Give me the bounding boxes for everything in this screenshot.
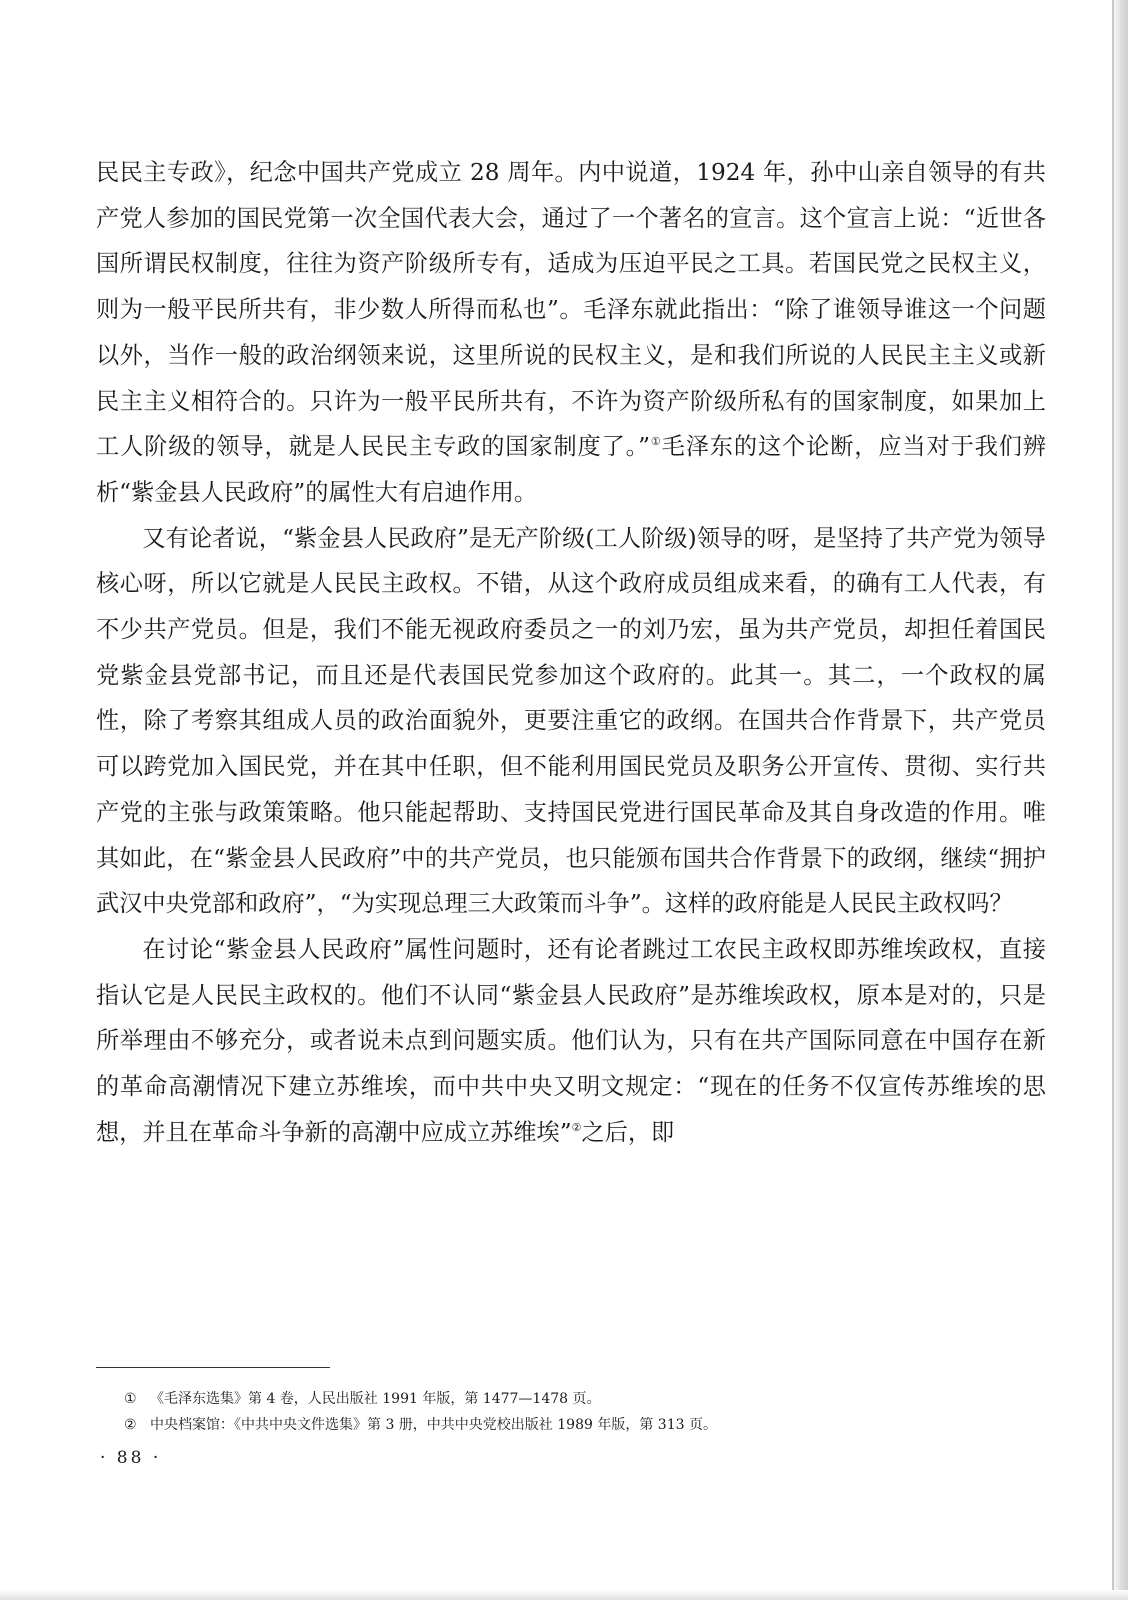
page-edge-shadow	[1114, 0, 1128, 1600]
paragraph-1	[96, 150, 1046, 516]
footnote-1-mark: ①	[124, 1391, 137, 1407]
paragraph-3-tail: 之后，即	[581, 1118, 675, 1146]
paragraph-1-text: 民民主专政》，纪念中国共产党成立 28 周年。内中说道，1924 年，孙中山亲自领导的有共产党人参加的国民党第一次全国代表大会，通过了一个著名的宣言。这个宣言上说：“近世各国所谓民权制度，往往为资产阶级所专有，适成为压迫平民之工具。若国民党之民权主义，则为一般平民所共有，非少数人所得而私也”。毛泽东就此指出：“除了谁领导谁这一个问题以外，当作一般的政治纲领来说，这里所说的民权主义，是和我们所说的人民民主主义或新民主主义相符合的。只许为一般平民所共有，不许为资产阶级所私有的国家制度，如果加上工人阶级的领导，就是人民民主专政的国家制度了。”	[96, 159, 1046, 461]
bottom-edge-shadow	[0, 1590, 1128, 1600]
body-text	[96, 150, 1046, 1155]
page-number: · 88 ·	[100, 1448, 162, 1468]
paragraph-3-text: 在讨论“紫金县人民政府”属性问题时，还有论者跳过工农民主政权即苏维埃政权，直接指认它是人民民主政权的。他们不认同“紫金县人民政府”是苏维埃政权，原本是对的，只是所举理由不够充分，或者说未点到问题实质。他们认为，只有在共产国际同意在中国存在新的革命高潮情况下建立苏维埃，而中共中央又明文规定：“现在的任务不仅宣传苏维埃的思想，并且在革命斗争新的高潮中应成立苏维埃”	[96, 935, 1046, 1146]
footnote-divider	[96, 1367, 330, 1368]
paragraph-2: 又有论者说，“紫金县人民政府”是无产阶级(工人阶级)领导的呀，是坚持了共产党为领导核心呀，所以它就是人民民主政权。不错，从这个政府成员组成来看，的确有工人代表，有不少共产党员。但是，我们不能无视政府委员之一的刘乃宏，虽为共产党员，却担任着国民党紫金县党部书记，而且还是代表国民党参加这个政府的。此其一。其二，一个政权的属性，除了考察其组成人员的政治面貌外，更要注重它的政纲。在国共合作背景下，共产党员可以跨党加入国民党，并在其中任职，但不能利用国民党员及职务公开宣传、贯彻、实行共产党的主张与政策策略。他只能起帮助、支持国民党进行国民革命及其自身改造的作用。唯其如此，在“紫金县人民政府”中的共产党员，也只能颁布国共合作背景下的政纲，继续“拥护武汉中央党部和政府”，“为实现总理三大政策而斗争”。这样的政府能是人民民主政权吗？	[96, 524, 1046, 918]
footnote-1	[124, 1386, 1024, 1412]
footnotes	[124, 1386, 1024, 1438]
footnote-2	[124, 1412, 1024, 1438]
footnote-2-text: 中央档案馆：《中共中央文件选集》第 3 册，中共中央党校出版社 1989 年版，第 313 页。	[150, 1417, 717, 1433]
paragraph-1-tail: 毛泽东的这个论断，应当对于我们辨析“紫金县人民政府”的属性大有启迪作用。	[96, 433, 1046, 506]
footnote-ref-2[interactable]: ②	[571, 1120, 582, 1134]
paragraph-3	[96, 927, 1046, 1156]
footnote-2-mark: ②	[124, 1417, 137, 1433]
footnote-1-text: 《毛泽东选集》第 4 卷，人民出版社 1991 年版，第 1477—1478 页。	[150, 1391, 601, 1407]
footnote-ref-1[interactable]: ①	[650, 435, 662, 449]
